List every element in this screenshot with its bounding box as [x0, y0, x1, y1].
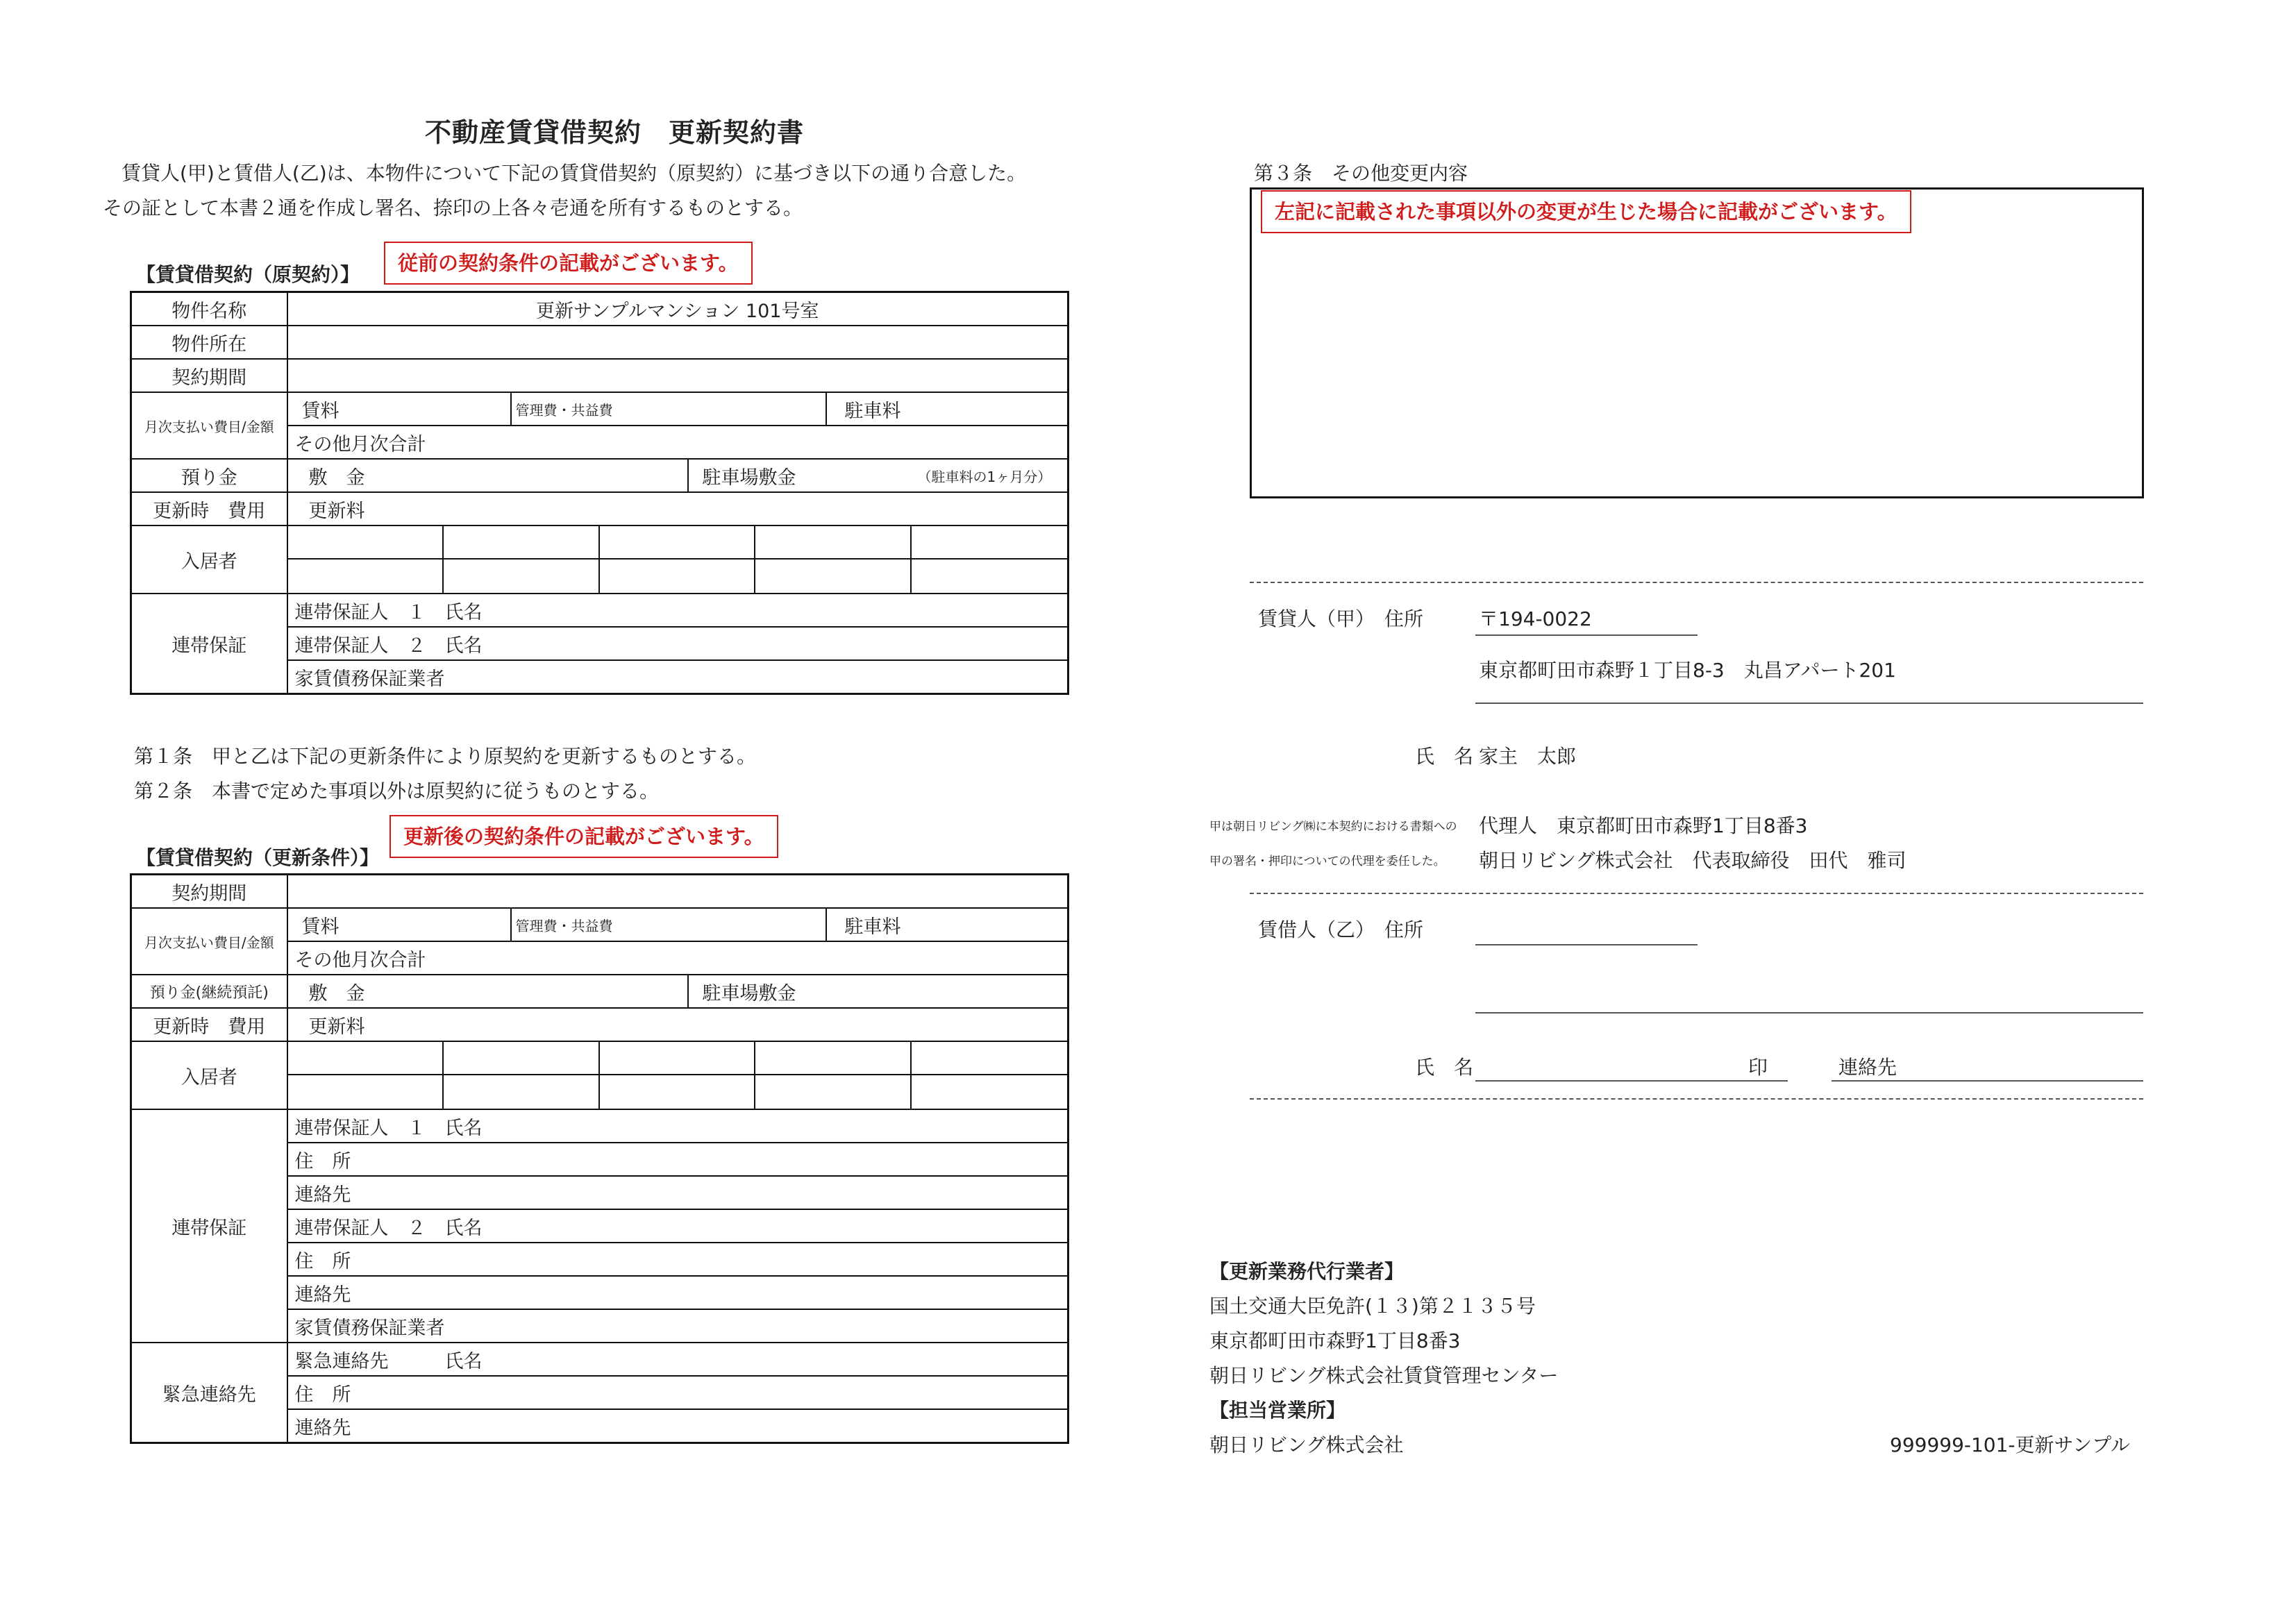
agency-heading: 【更新業務代行業者】 — [1209, 1260, 1405, 1283]
renewal-monthly-label: 月次支払い費目/金額 — [131, 908, 287, 975]
article-3-label: 第３条 その他変更内容 — [1254, 162, 1468, 185]
original-guarantor-company: 家賃債務保証業者 — [287, 660, 1069, 694]
article-2: 第２条 本書で定めた事項以外は原契約に従うものとする。 — [134, 780, 660, 802]
divider-2 — [1250, 893, 2143, 894]
agent-line-1: 代理人 東京都町田市森野1丁目8番3 — [1479, 814, 1808, 837]
renewal-note: 更新後の契約条件の記載がございます。 — [389, 815, 778, 858]
agency-company: 朝日リビング株式会社賃貸管理センター — [1209, 1364, 1559, 1387]
renewal-guarantor-2-address: 住 所 — [287, 1243, 1069, 1276]
lessor-label: 賃貸人（甲） 住所 — [1258, 607, 1424, 630]
original-guarantee-label: 連帯保証 — [131, 594, 287, 694]
renewal-period-label: 契約期間 — [131, 875, 287, 909]
page-title: 不動産賃貸借契約 更新契約書 — [425, 117, 805, 148]
original-guarantor-2: 連帯保証人 ２ 氏名 — [287, 627, 1069, 660]
renewal-guarantor-1: 連帯保証人 １ 氏名 — [287, 1109, 1069, 1143]
article-3-box — [1250, 187, 2144, 498]
property-name-value: 更新サンプルマンション 101号室 — [287, 292, 1069, 326]
original-parking-deposit-note: （駐車料の1ヶ月分） — [917, 468, 1052, 485]
lessee-address-line-2[interactable] — [1475, 1012, 2143, 1014]
original-residents-label: 入居者 — [131, 525, 287, 594]
delegation-line-1: 甲は朝日リビング㈱に本契約における書類への — [1209, 820, 1457, 834]
document-code: 999999-101-更新サンプル — [1890, 1433, 2131, 1456]
original-note: 従前の契約条件の記載がございます。 — [384, 242, 753, 285]
divider-1 — [1250, 582, 2143, 583]
renewal-parking-deposit: 駐車場敷金 — [702, 982, 796, 1004]
original-parking-fee: 駐車料 — [844, 400, 901, 422]
agent-line-2: 朝日リビング株式会社 代表取締役 田代 雅司 — [1479, 849, 1907, 872]
renewal-guarantor-2: 連帯保証人 ２ 氏名 — [287, 1209, 1069, 1243]
lessee-address-line-1[interactable] — [1475, 944, 1698, 945]
renewal-guarantor-1-contact: 連絡先 — [287, 1176, 1069, 1209]
divider-3 — [1250, 1098, 2143, 1100]
property-name-label: 物件名称 — [131, 292, 287, 326]
lessor-postal: 〒194-0022 — [1479, 607, 1592, 630]
lessee-name-line[interactable] — [1475, 1080, 1788, 1082]
original-contract-table — [130, 291, 1069, 695]
original-monthly-label: 月次支払い費目/金額 — [131, 392, 287, 459]
renewal-period-value — [287, 875, 1069, 909]
renewal-contract-table — [130, 873, 1069, 1444]
renewal-deposit-label: 預り金(継続預託) — [131, 975, 287, 1008]
lessor-address: 東京都町田市森野１丁目8-3 丸昌アパート201 — [1479, 659, 1896, 682]
original-security-deposit: 敷 金 — [288, 460, 689, 491]
renewal-guarantee-label: 連帯保証 — [131, 1109, 287, 1343]
original-deposit-label: 預り金 — [131, 459, 287, 492]
delegation-line-2: 甲の署名・押印についての代理を委任した。 — [1209, 855, 1446, 868]
lessor-name-label: 氏 名 — [1415, 745, 1474, 768]
renewal-parking-fee: 駐車料 — [844, 916, 901, 938]
agency-address: 東京都町田市森野1丁目8番3 — [1209, 1329, 1461, 1352]
original-residents-grid — [288, 526, 1068, 593]
emergency-address: 住 所 — [287, 1376, 1069, 1409]
agency-license: 国土交通大臣免許(１３)第２１３５号 — [1209, 1295, 1536, 1318]
original-parking-deposit: 駐車場敷金 — [702, 466, 796, 489]
renewal-management-fee: 管理費・共益費 — [512, 909, 827, 941]
lessee-label: 賃借人（乙） 住所 — [1258, 918, 1424, 941]
property-location-value — [287, 326, 1069, 359]
original-renewal-cost-label: 更新時 費用 — [131, 492, 287, 525]
intro-line-2: その証として本書２通を作成し署名、捺印の上各々壱通を所有するものとする。 — [103, 196, 803, 219]
renewal-renewal-cost-label: 更新時 費用 — [131, 1008, 287, 1041]
renewal-renewal-fee: 更新料 — [287, 1008, 1069, 1041]
renewal-rent: 賃料 — [288, 909, 512, 941]
renewal-security-deposit: 敷 金 — [288, 975, 689, 1007]
original-rent: 賃料 — [288, 393, 512, 425]
emergency-name: 緊急連絡先 氏名 — [287, 1343, 1069, 1376]
renewal-contract-heading: 【賃貸借契約（更新条件）】 — [136, 846, 380, 869]
original-period-label: 契約期間 — [131, 359, 287, 392]
lessor-name: 家主 太郎 — [1479, 745, 1577, 768]
office-name: 朝日リビング株式会社 — [1209, 1433, 1404, 1456]
original-renewal-fee: 更新料 — [287, 492, 1069, 525]
original-other-monthly: その他月次合計 — [287, 426, 1069, 459]
lessee-name-label: 氏 名 — [1415, 1056, 1474, 1079]
other-changes-note: 左記に記載された事項以外の変更が生じた場合に記載がございます。 — [1261, 190, 1911, 233]
renewal-residents-label: 入居者 — [131, 1041, 287, 1109]
article-1: 第１条 甲と乙は下記の更新条件により原契約を更新するものとする。 — [134, 745, 757, 768]
property-location-label: 物件所在 — [131, 326, 287, 359]
original-period-value — [287, 359, 1069, 392]
lessee-contact-line[interactable] — [1832, 1080, 2143, 1082]
intro-line-1: 賃貸人(甲)と賃借人(乙)は、本物件について下記の賃貸借契約（原契約）に基づき以下の通り合意した。 — [121, 162, 1027, 185]
renewal-other-monthly: その他月次合計 — [287, 941, 1069, 975]
office-heading: 【担当営業所】 — [1209, 1399, 1346, 1422]
original-guarantor-1: 連帯保証人 １ 氏名 — [287, 594, 1069, 627]
original-contract-heading: 【賃貸借契約（原契約）】 — [136, 263, 360, 286]
lessee-seal: 印 — [1748, 1056, 1768, 1079]
original-management-fee: 管理費・共益費 — [512, 393, 827, 425]
renewal-guarantor-1-address: 住 所 — [287, 1143, 1069, 1176]
emergency-contact: 連絡先 — [287, 1409, 1069, 1443]
emergency-label: 緊急連絡先 — [131, 1343, 287, 1443]
renewal-residents-grid — [288, 1042, 1068, 1109]
renewal-guarantor-company: 家賃債務保証業者 — [287, 1309, 1069, 1343]
renewal-guarantor-2-contact: 連絡先 — [287, 1276, 1069, 1309]
lessee-contact-label: 連絡先 — [1838, 1056, 1897, 1079]
